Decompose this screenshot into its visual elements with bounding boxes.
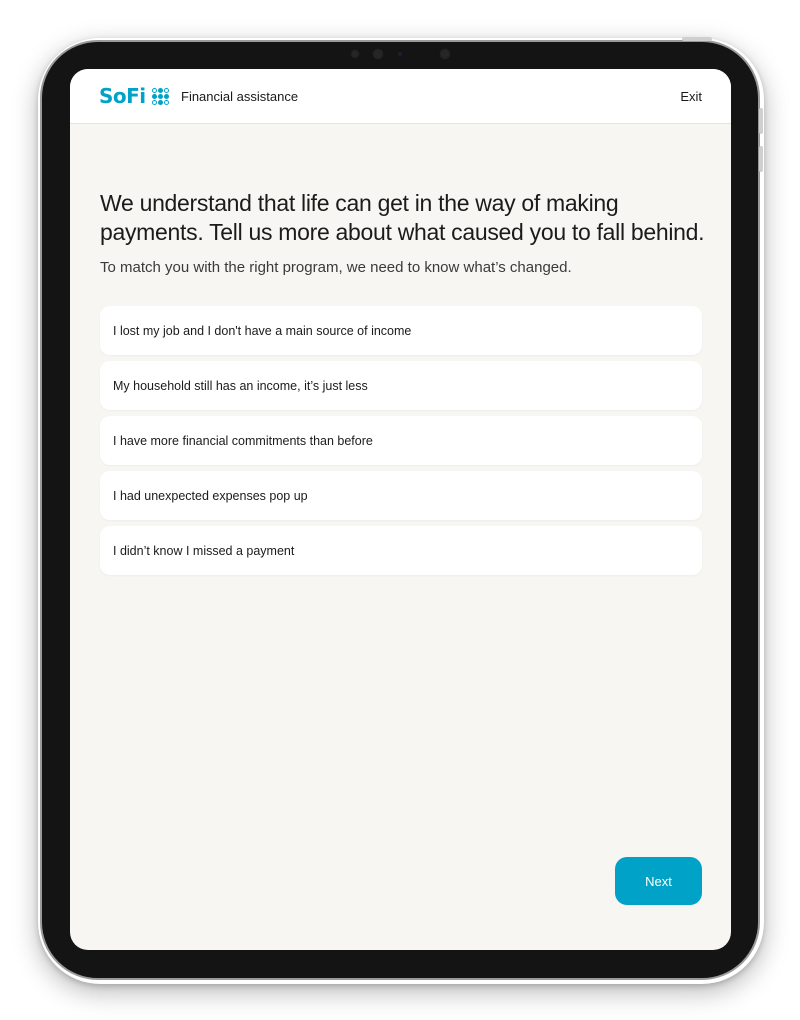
- camera-icon: [372, 48, 384, 60]
- page-title: Financial assistance: [181, 89, 299, 104]
- app-screen: [70, 69, 731, 950]
- sensor-icon: [350, 49, 360, 59]
- option-more-commitments[interactable]: I have more financial commitments than before: [100, 416, 702, 465]
- question-subheading: To match you with the right program, we need to know what’s changed.: [100, 259, 572, 276]
- option-lost-job[interactable]: I lost my job and I don't have a main source of income: [100, 306, 702, 355]
- tablet-volume-down-button: [759, 146, 763, 172]
- option-unexpected-expenses[interactable]: I had unexpected expenses pop up: [100, 471, 702, 520]
- top-bar: [70, 69, 731, 124]
- answer-options: [100, 306, 702, 581]
- tablet-volume-up-button: [759, 108, 763, 134]
- sofi-logo[interactable]: [99, 84, 169, 108]
- option-missed-payment-unaware[interactable]: I didn’t know I missed a payment: [100, 526, 702, 575]
- option-reduced-income[interactable]: My household still has an income, it’s just less: [100, 361, 702, 410]
- logo-wordmark: SoFi: [99, 84, 146, 108]
- exit-button[interactable]: Exit: [680, 89, 702, 104]
- tablet-top-button: [682, 37, 712, 41]
- camera-icon: [439, 48, 451, 60]
- question-heading: We understand that life can get in the way of making payments. Tell us more about what caused you to fall behind.: [100, 190, 705, 245]
- sofi-dot-grid-icon: [152, 88, 169, 105]
- next-button[interactable]: Next: [615, 857, 702, 905]
- sensor-icon: [397, 51, 403, 57]
